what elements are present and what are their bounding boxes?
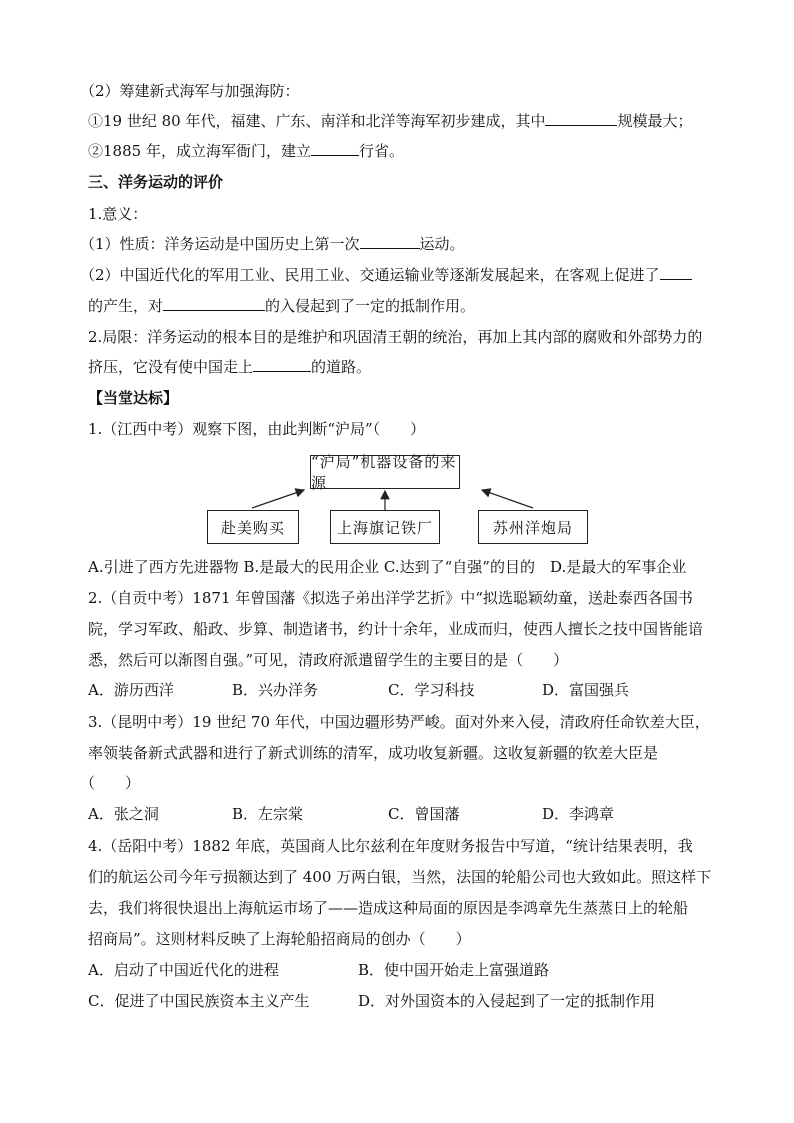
section2-heading: （2）筹建新式海军与加强海防： xyxy=(80,82,300,100)
q3-option-c[interactable]: C．曾国藩 xyxy=(388,805,460,823)
nature-line: （1）性质：洋务运动是中国历史上第一次 运动。 xyxy=(80,235,465,253)
practice-title: 【当堂达标】 xyxy=(88,389,179,407)
diagram-middle-box: 上海旗记铁厂 xyxy=(330,510,440,544)
significance-title: 1.意义： xyxy=(88,205,148,223)
q4-option-a[interactable]: A．启动了中国近代化的进程 xyxy=(88,961,279,979)
q2-option-a[interactable]: A．游历西洋 xyxy=(88,681,174,699)
q4-option-c[interactable]: C．促进了中国民族资本主义产生 xyxy=(88,992,310,1010)
q3-option-b[interactable]: B．左宗棠 xyxy=(232,805,304,823)
q1-options: A.引进了西方先进器物 B.是最大的民用企业 C.达到了“自强”的目的 D.是最大的军事企业 xyxy=(88,558,687,576)
q4-line-4: 招商局”。这则材料反映了上海轮船招商局的创办（ ） xyxy=(88,930,471,948)
limitation-line-1: 2.局限：洋务运动的根本目的是维护和巩固清王朝的统治，再加上其内部的腐败和外部势力的 xyxy=(88,328,703,346)
q3-option-a[interactable]: A．张之洞 xyxy=(88,805,159,823)
q3-option-d[interactable]: D．李鸿章 xyxy=(542,805,615,823)
section2-item2: ②1885 年，成立海军衙门，建立 行省。 xyxy=(88,142,404,160)
q4-line-3: 去，我们将很快退出上海航运市场了——造成这种局面的原因是李鸿章先生蒸蒸日上的轮船 xyxy=(88,899,689,917)
development-line-2: 的产生，对 的入侵起到了一定的抵制作用。 xyxy=(88,297,476,315)
q2-option-b[interactable]: B．兴办洋务 xyxy=(232,681,319,699)
q2-line-3: 悉，然后可以渐图自强。”可见，清政府派遣留学生的主要目的是（ ） xyxy=(88,651,569,669)
q4-option-b[interactable]: B．使中国开始走上富强道路 xyxy=(358,961,550,979)
q2-option-d[interactable]: D．富国强兵 xyxy=(542,681,630,699)
section3-title: 三、洋务运动的评价 xyxy=(88,173,224,191)
q3-line-2: 率领装备新式武器和进行了新式训练的清军，成功收复新疆。这收复新疆的钦差大臣是 xyxy=(88,744,659,762)
diagram-top-box: “沪局”机器设备的来源 xyxy=(310,455,460,489)
q3-line-1: 3.（昆明中考）19 世纪 70 年代，中国边疆形势严峻。面对外来入侵，清政府任命钦差大臣， xyxy=(88,713,710,731)
diagram-left-box: 赴美购买 xyxy=(207,510,299,544)
diagram-right-box: 苏州洋炮局 xyxy=(478,510,588,544)
development-line-1: （2）中国近代化的军用工业、民用工业、交通运输业等逐渐发展起来，在客观上促进了 xyxy=(80,265,692,285)
q4-option-d[interactable]: D．对外国资本的入侵起到了一定的抵制作用 xyxy=(358,992,656,1010)
q2-line-1: 2.（自贡中考）1871 年曾国藩《拟选子弟出洋学艺折》中“拟选聪颖幼童，送赴泰西各国书 xyxy=(88,589,693,607)
arrow-left xyxy=(252,490,304,508)
q3-line-3: （ ） xyxy=(80,774,141,792)
section2-item1: ①19 世纪 80 年代，福建、广东、南洋和北洋等海军初步建成，其中 规模最大； xyxy=(88,112,693,130)
q4-line-1: 4.（岳阳中考）1882 年底，英国商人比尔兹利在年度财务报告中写道，“统计结果表明，我 xyxy=(88,837,693,855)
arrow-right xyxy=(482,490,533,508)
q1-stem: 1.（江西中考）观察下图，由此判断“沪局”（ ） xyxy=(88,420,426,438)
q2-line-2: 院，学习军政、船政、步算、制造诸书，约计十余年，业成而归，使西人擅长之技中国皆能谙 xyxy=(88,620,704,638)
q4-line-2: 们的航运公司今年亏损额达到了 400 万两白银，当然，法国的轮船公司也大致如此。照这样下 xyxy=(88,868,712,886)
q2-option-c[interactable]: C．学习科技 xyxy=(388,681,475,699)
limitation-line-2: 挤压，它没有使中国走上 的道路。 xyxy=(88,358,372,376)
